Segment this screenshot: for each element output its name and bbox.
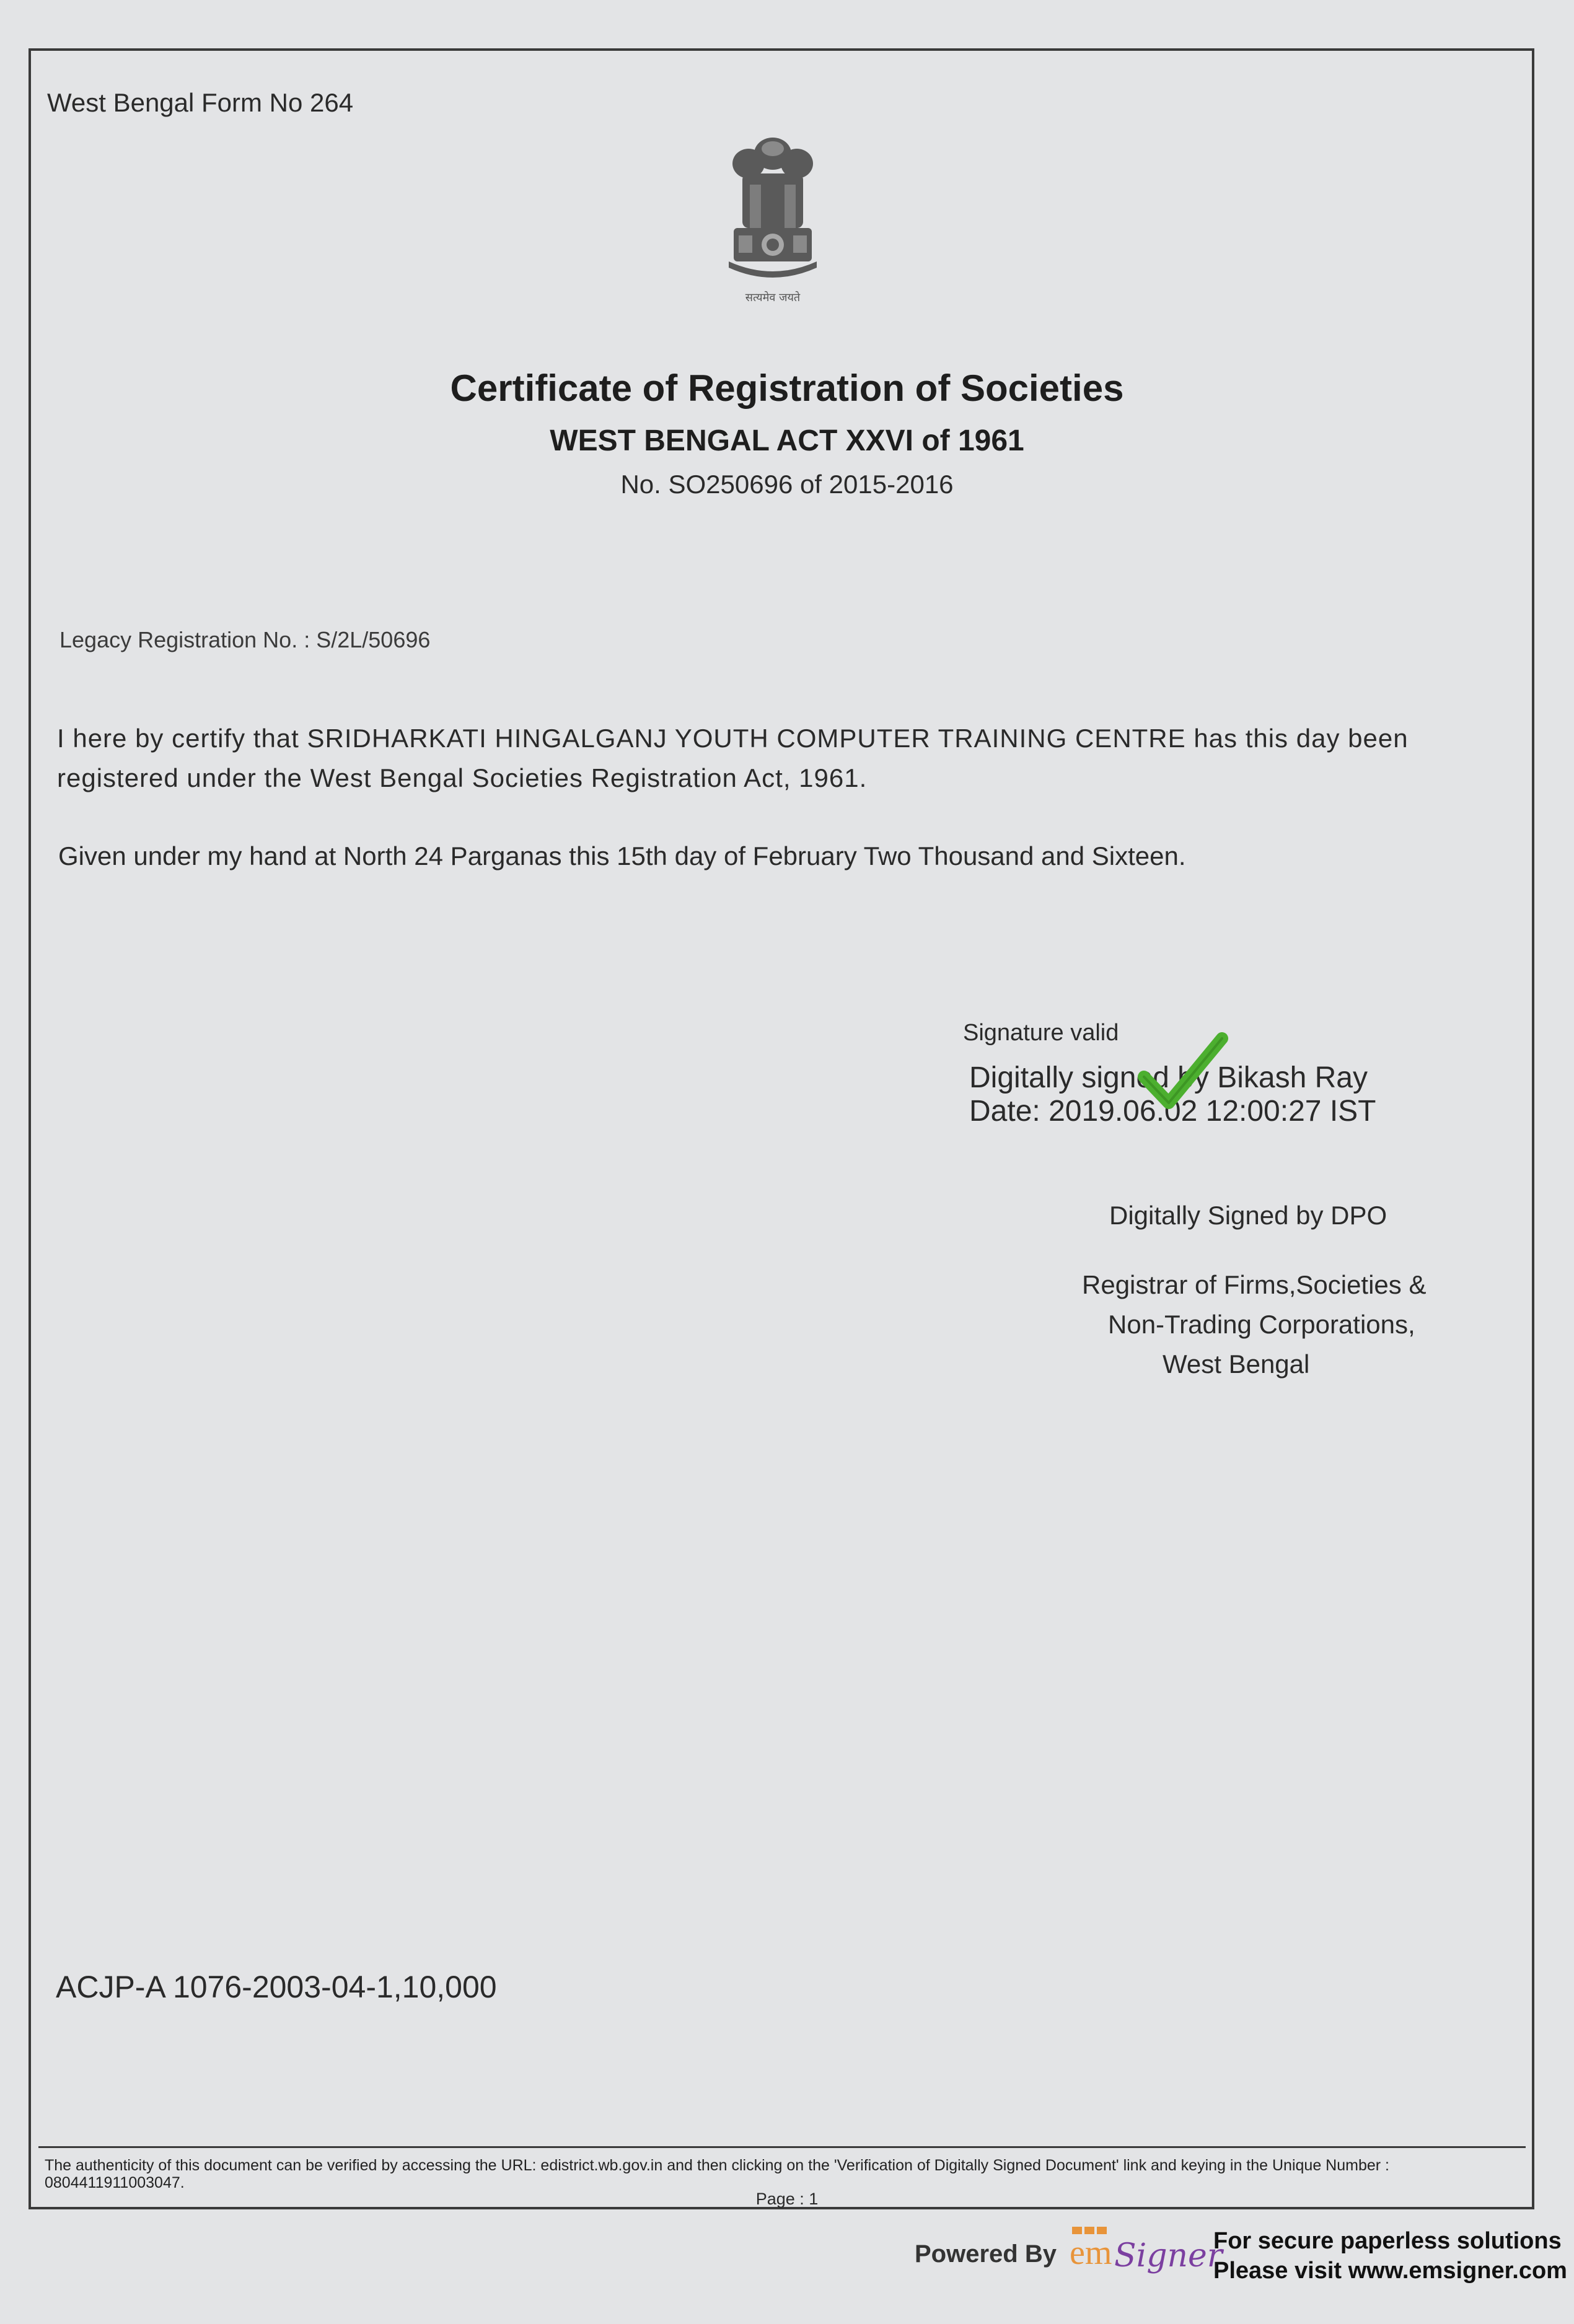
legacy-registration-number: Legacy Registration No. : S/2L/50696 [59,627,431,652]
registrar-designation [1082,1265,1426,1384]
tagline-line-1: For secure paperless solutions [1213,2228,1562,2254]
signed-by-text: Digitally signed by Bikash Ray [969,1061,1368,1094]
emblem-motto: सत्यमेव जयते [745,291,801,304]
form-number: West Bengal Form No 264 [47,88,354,117]
verification-note: The authenticity of this document can be verified by accessing the URL: edistrict.wb.gov.in and then clicking on the 'Verification of Digitally Signed Document' link and keying in the Unique Number : 0804411911003047. [45,2157,1389,2191]
signature-valid-check-icon [1140,1033,1227,1114]
certification-paragraph: I here by certify that SRIDHARKATI HINGALGANJ YOUTH COMPUTER TRAINING CENTRE has this day been registered under the West Bengal Societies Registration Act, 1961. [57,724,1409,792]
powered-by-label: Powered By [915,2240,1057,2268]
certificate-title: Certificate of Registration of Societies [450,367,1124,409]
registration-number: No. SO250696 of 2015-2016 [620,470,954,499]
signature-date: Date: 2019.06.02 12:00:27 IST [969,1095,1376,1128]
registrar-line-1: Registrar of Firms,Societies & [1082,1270,1427,1299]
act-name: WEST BENGAL ACT XXVI of 1961 [550,424,1024,457]
given-under-paragraph: Given under my hand at North 24 Parganas this 15th day of February Two Thousand and Sixteen. [58,841,1186,870]
digitally-signed-by-dpo: Digitally Signed by DPO [1109,1201,1387,1230]
tagline-line-2: Please visit www.emsigner.com [1213,2258,1567,2284]
logo-em-text: em [1070,2234,1112,2272]
registrar-line-3: West Bengal [1163,1349,1310,1379]
page-number: Page : 1 [755,2190,819,2208]
national-emblem-icon [718,135,828,309]
registrar-line-2: Non-Trading Corporations, [1108,1310,1415,1339]
signature-status: Signature valid [963,1020,1119,1046]
logo-signer-text: Signer [1114,2237,1223,2274]
emsigner-logo-icon [1067,2224,1223,2284]
form-print-code: ACJP-A 1076-2003-04-1,10,000 [56,1970,497,2004]
